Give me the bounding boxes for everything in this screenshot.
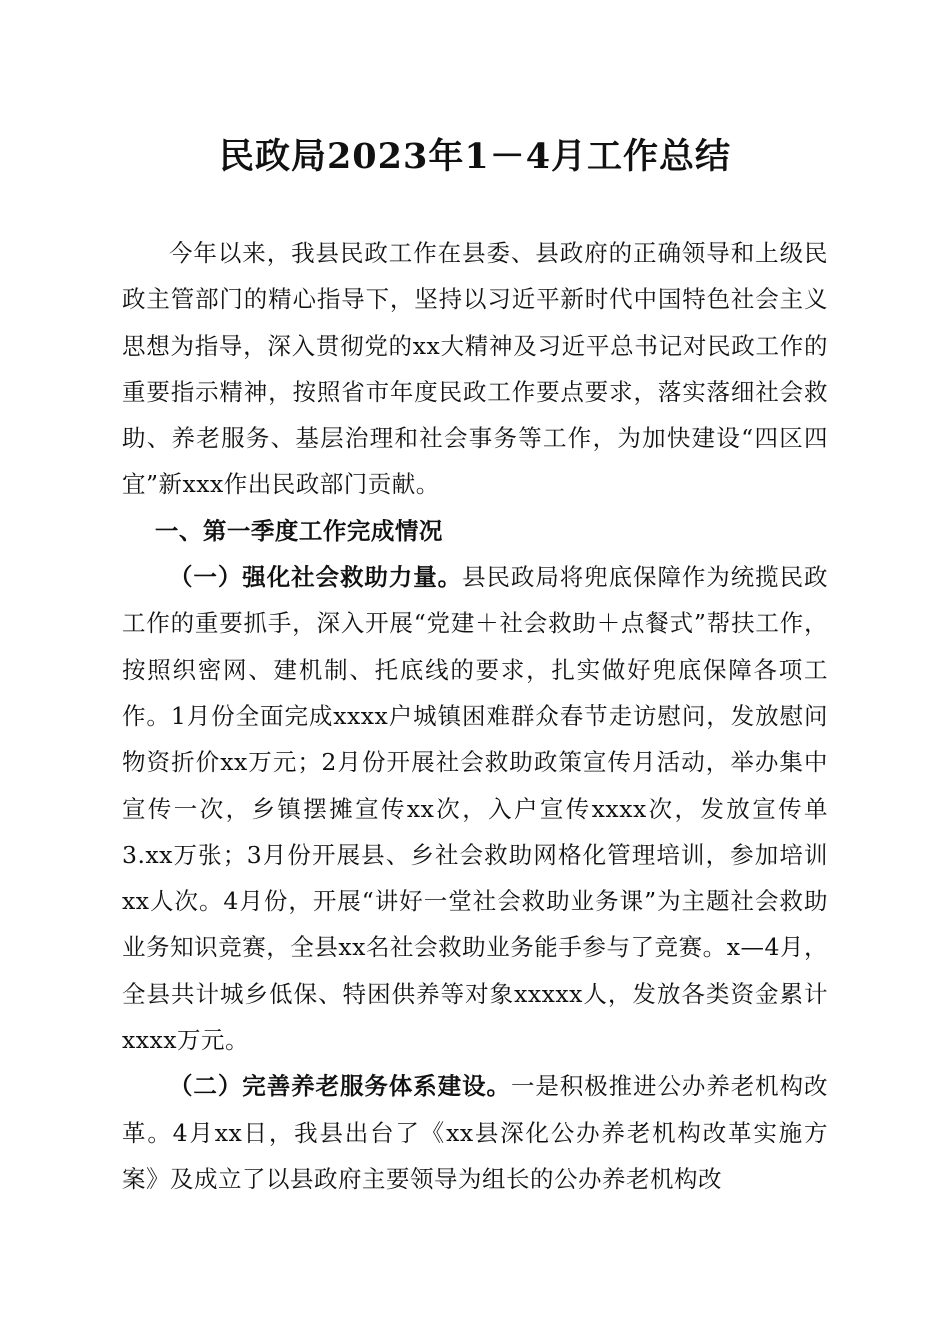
paragraph-social-assistance [122, 554, 828, 1063]
paragraph-body: 县民政局将兜底保障作为统揽民政工作的重要抓手，深入开展“党建＋社会救助＋点餐式”帮扶工作，按照织密网、建机制、托底线的要求，扎实做好兜底保障各项工作。1月份全面完成xxxx户城镇困难群众春节走访慰问，发放慰问物资折价xx万元；2月份开展社会救助政策宣传月活动，举办集中宣传一次，乡镇摆摊宣传xx次，入户宣传xxxx次，发放宣传单3.xx万张；3月份开展县、乡社会救助网格化管理培训，参加培训xx人次。4月份，开展“讲好一堂社会救助业务课”为主题社会救助业务知识竞赛，全县xx名社会救助业务能手参与了竞赛。x—4月，全县共计城乡低保、特困供养等对象xxxxx人，发放各类资金累计xxxx万元。 [122, 563, 829, 1055]
intro-paragraph: 今年以来，我县民政工作在县委、县政府的正确领导和上级民政主管部门的精心指导下，坚持以习近平新时代中国特色社会主义思想为指导，深入贯彻党的xx大精神及习近平总书记对民政工作的重要指示精神，按照省市年度民政工作要点要求，落实落细社会救助、养老服务、基层治理和社会事务等工作，为加快建设“四区四宜”新xxx作出民政部门贡献。 [122, 239, 828, 499]
section-heading: 一、第一季度工作完成情况 [154, 516, 443, 545]
document-title: 民政局2023年1－4月工作总结 [218, 136, 732, 177]
document-body [122, 230, 828, 1202]
paragraph-lead: （一）强化社会救助力量。 [169, 563, 463, 592]
paragraph-elderly-care [122, 1063, 828, 1202]
paragraph-lead: （二）完善养老服务体系建设。 [169, 1072, 511, 1101]
paragraph-body: 一是积极推进公办养老机构改革。4月xx日，我县出台了《xx县深化公办养老机构改革实施方案》及成立了以县政府主要领导为组长的公办养老机构改 [122, 1072, 829, 1193]
